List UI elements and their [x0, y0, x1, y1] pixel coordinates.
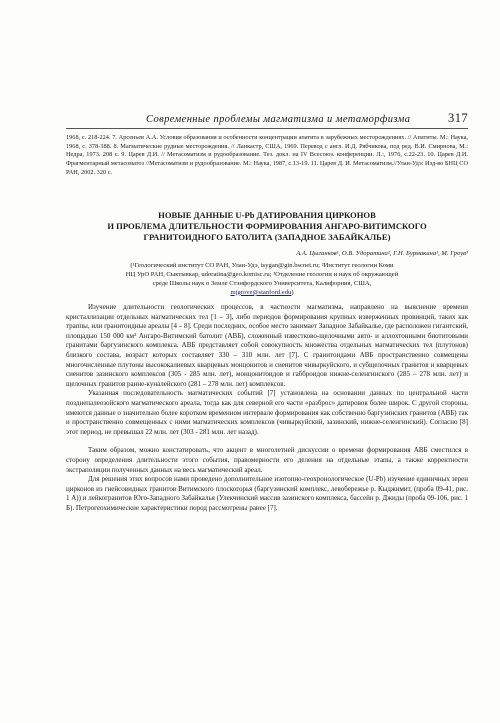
article-body: [66, 303, 468, 513]
references-paragraph: 1968, с. 218-224. 7. Арсеньев А.А. Условия образования и особенности концентрации апатита в зарубежных месторождениях. // Апатиты. М.: Наука, 1968, с. 378-388. 8. Магматические рудные месторождения. // Ланкастр, США, 1969. Перевод с англ. И.Д. Рябчикова, под ред. В.И. Смирнова, М.: Недра, 1973. 208 с. 9. Царев Д.И. // Метасоматизм и рудообразование. Тез. докл. на IV Всесоюз. конференции. Л.:, 1976, с.22-23. 10. Царев Д.И. Фрагментарный метасоматоз //Метасоматизм и рудообразование. М.: Наука, 1987, с.13-19. 11. Царев Д. И. Метасоматизм.//Улан-Удэ: Изд-во БНЦ СО РАН, 2002. 320 с.: [66, 134, 468, 176]
title-line: НОВЫЕ ДАННЫЕ U-Pb ДАТИРОВАНИЯ ЦИРКОНОВ: [158, 210, 376, 220]
previous-article-references: [66, 134, 468, 178]
affiliation-line: (¹Геологический институт СО РАН, Улан-Удэ, tsygan@gin.bscnet.ru; ²Институт геологии Коми: [130, 262, 394, 269]
header-rule: [66, 128, 468, 129]
body-paragraph: Таким образом, можно констатировать, что акцент в многолетней дискуссии о времени формирования АВБ сместился в сторону определения длительности этого события, правомерности его деления на отдельные этапы, а также корректности экстраполяции полученных данных на весь магматический ареал.: [66, 446, 468, 474]
article-title: [66, 210, 468, 242]
title-line: И ПРОБЛЕМА ДЛИТЕЛЬНОСТИ ФОРМИРОВАНИЯ АНГАРО-ВИТИМСКОГО: [107, 220, 427, 231]
author-list: А.А. Цыганков¹, О.В. Удоратина², Г.Н. Бурмакина¹, М. Гроув³: [296, 250, 468, 257]
affiliation-email-line: [82, 289, 442, 298]
body-paragraph: Указанная последовательность магматических событий [7] установлена на основании данных по центральной части позднепалеозойского магматического ареала, тогда как для северной его части «разброс» датировок более широк. С другой стороны, имеются данные о значительно более коротком временном интервале формирования как собственно баргузинских гранитов (АВБ) так и пространственно совмещенных с ними магматических комплексов (чивыркуйский, зазинский, нижне-селенгинский). Согласно [8] этот период, не превышал 22 млн. лет (303 - 281 млн. лет назад).: [66, 389, 468, 436]
affiliations: [82, 262, 442, 298]
body-paragraph: Изучение длительности геологических процессов, в частности магматизма, направлено на выяснение времени кристаллизации отдельных магматических тел [1 – 3], либо периодов формирования крупных изверженных провинций, таких как траппы, или гранитоидные ареалы [4 – 8]. Среди последних, особое место занимает Западное Забайкалье, где расположен гигантский, площадью 150 000 км² Ангаро-Витимский батолит (АВБ), сложенный известково-щелочными авто- и аллохтонными биотитовыми гранитами баргузинского комплекса. АВБ представляет собой совокупность множества отдельных магматических тел (плутонов) близкого состава, возраст которых составляет 330 – 310 млн. лет [7]. С гранитоидами АВБ пространственно совмещены многочисленные плутоны высококалиевых кварцевых монцонитов и сиенитов чивыркуйского, и субщелочных гранитов и кварцевых сиенитов зазинского комплексов (305 - 285 млн. лет), монцонитоидов и габброидов нижне-селенгинского (285 – 278 млн. лет) и щелочных гранитов ранне-куналейского (281 – 278 млн. лет) комплексов.: [66, 303, 468, 388]
page-number: 317: [448, 111, 468, 125]
affiliation-line: среде Школы наук о Земле Стэнфордского Университета, Калифорния, США,: [152, 279, 372, 287]
running-header: [66, 112, 468, 128]
running-title: Современные проблемы магматизма и метаморфизма: [146, 114, 411, 125]
title-line: ГРАНИТОИДНОГО БАТОЛИТА (ЗАПАДНОЕ ЗАБАЙКАЛЬЕ): [143, 231, 391, 242]
affiliation-line: НЦ УрО РАН, Сыктывкар, udoratina@geo.komisc.ru; ³Отделение геологии и наук об окружающей: [125, 270, 399, 278]
affiliation-close: ): [291, 288, 294, 296]
email-link[interactable]: mjgrove@stanford.edu: [230, 288, 292, 296]
body-paragraph: Для решения этих вопросов нами проведено дополнительное изотопно-геохронологическое (U-Pb) изучение единичных зерен цирконов из гнейсовидных гранитов Витимского плоскогорья (баргузинский комплекс, левобережье р. Кыджимит, (проба 09-41, рис. 1 А)) и лейкогранитов Юго-Западного Забайкалья (Улекчинский массив зазинского комплекса, бассейн р. Джиды (проба 09-106, рис. 1 Б). Петрогеохимические характеристики пород рассмотрены ранее [7].: [66, 475, 468, 512]
